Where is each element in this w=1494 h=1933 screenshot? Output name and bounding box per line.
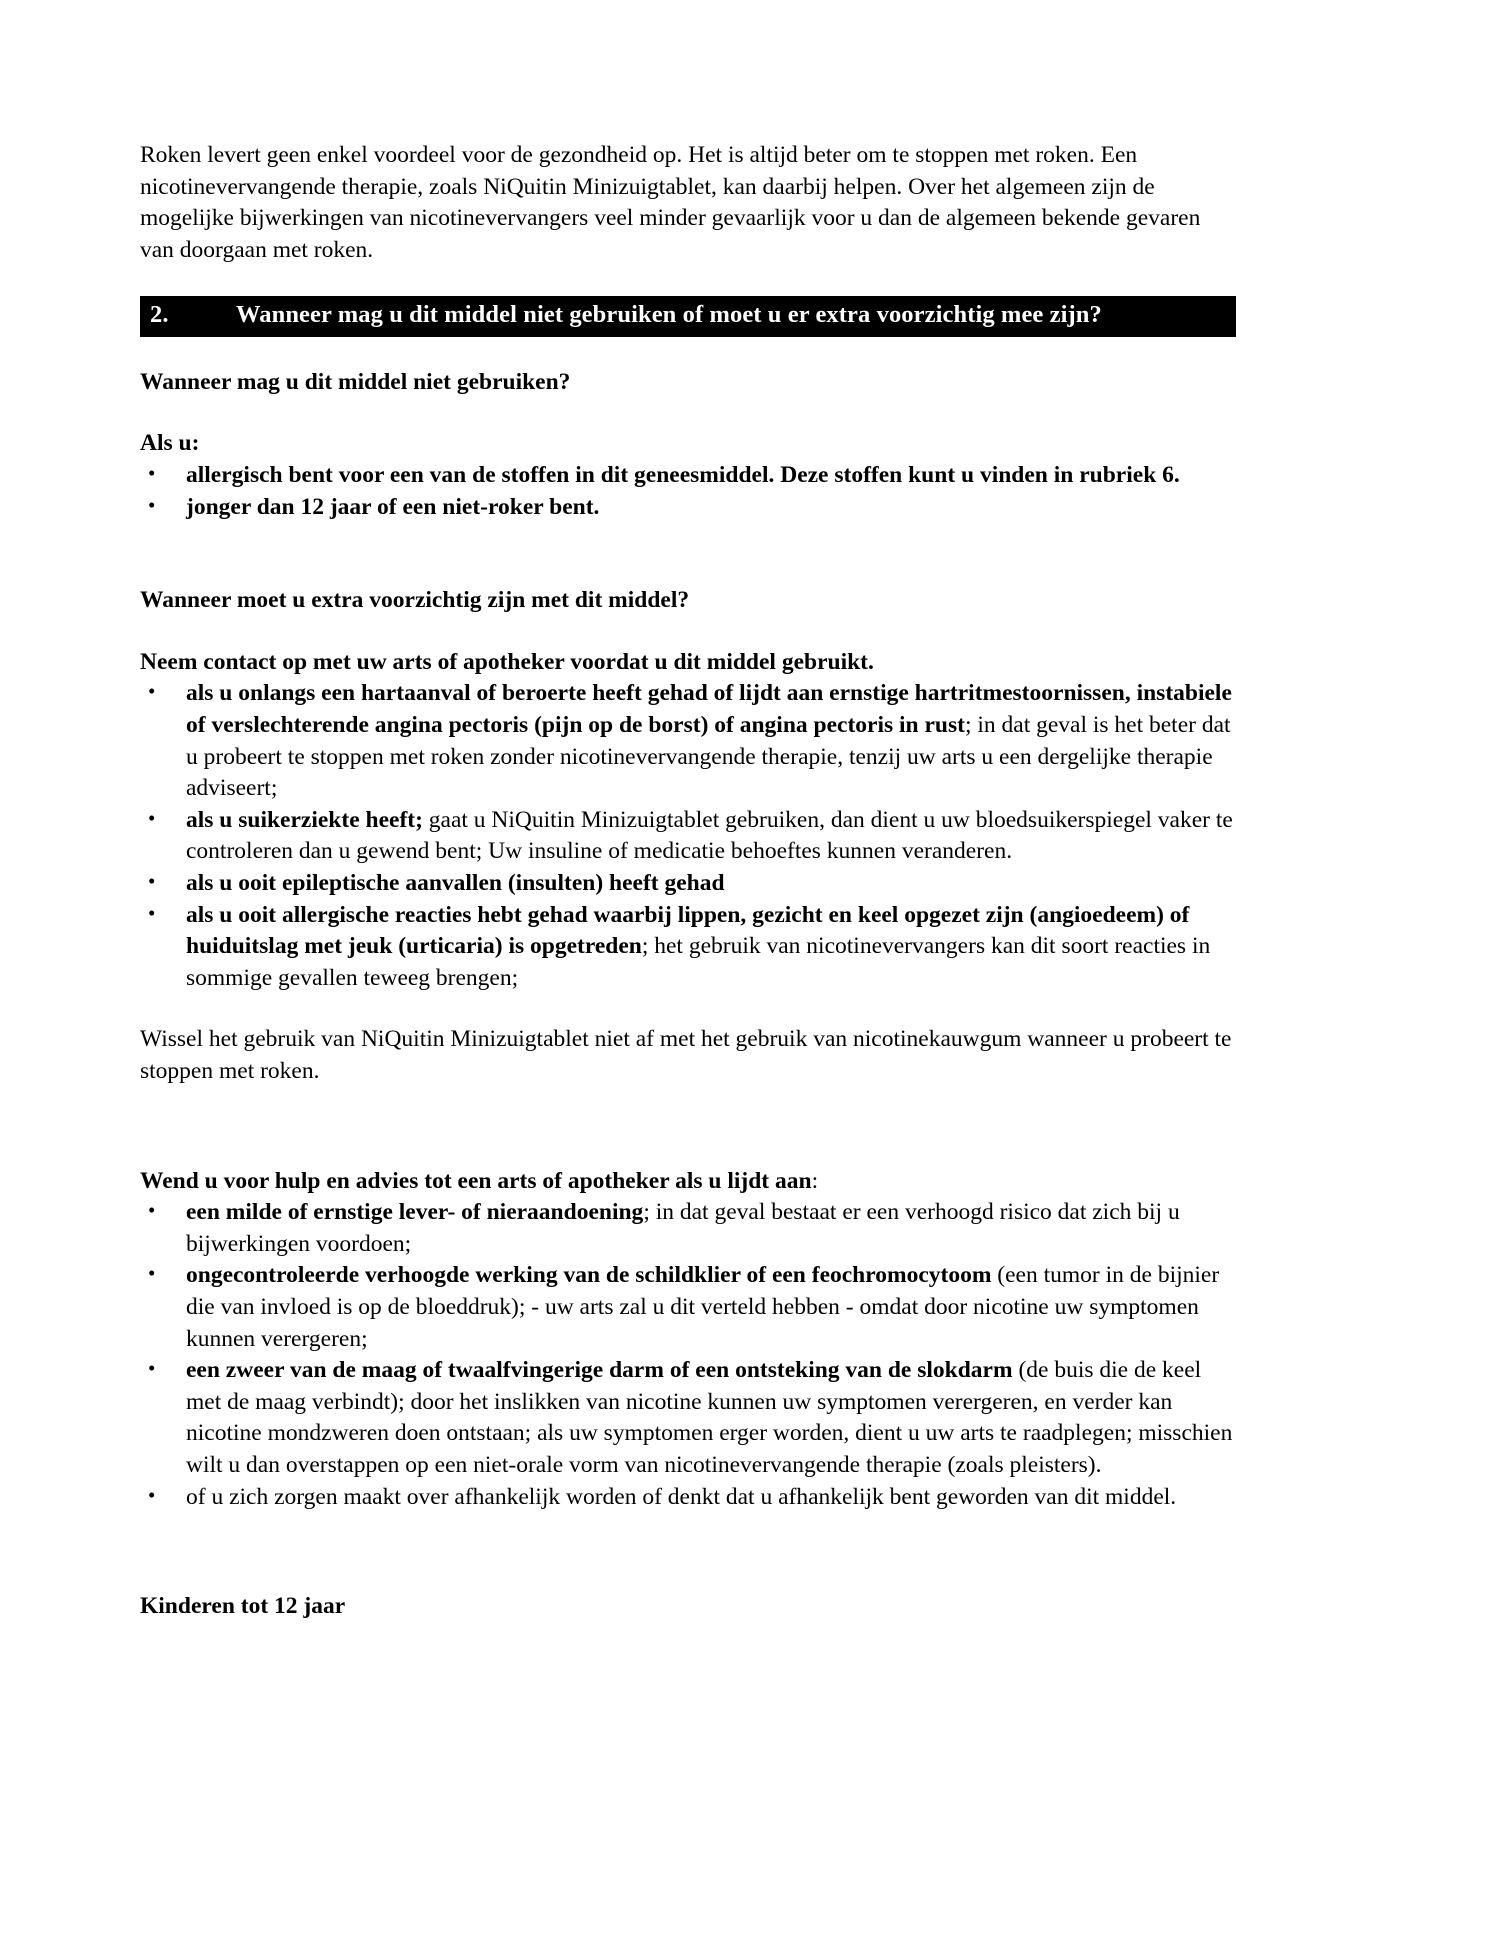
spacer bbox=[140, 523, 1236, 585]
spacer bbox=[140, 337, 1236, 367]
spacer bbox=[140, 617, 1236, 647]
list-item-normal-text: (een tumor in de bijnier die van invloed is op de bloeddruk); - uw arts zal u dit verteld hebben - omdat door nicotine uw symptomen kunnen verergeren; bbox=[186, 1262, 1220, 1352]
list-item bbox=[140, 492, 1236, 524]
lead-als-u bbox=[140, 428, 1236, 460]
list-item-normal-text: ; in dat geval bestaat er een verhoogd risico dat zich bij u bijwerkingen voordoen; bbox=[186, 1199, 1180, 1257]
list-item-bold-text: als u ooit epileptische aanvallen (insulten) heeft gehad bbox=[186, 870, 725, 896]
spacer bbox=[140, 1088, 1236, 1166]
bullet-icon: • bbox=[148, 805, 156, 830]
list-item bbox=[140, 1355, 1236, 1481]
list-item bbox=[140, 1197, 1236, 1260]
section-title: Wanneer mag u dit middel niet gebruiken of moet u er extra voorzichtig mee zijn? bbox=[236, 301, 1102, 329]
list-item bbox=[140, 1482, 1236, 1514]
list-item bbox=[140, 1260, 1236, 1355]
heading-niet-gebruiken: Wanneer mag u dit middel niet gebruiken? bbox=[140, 368, 571, 395]
list-extra-voorzichtig bbox=[140, 678, 1236, 994]
list-item bbox=[140, 460, 1236, 492]
bullet-icon: • bbox=[148, 1261, 156, 1286]
lead-neem-contact-text: Neem contact op met uw arts of apotheker voordat u dit middel gebruikt. bbox=[140, 648, 874, 675]
list-item-bold-text: jonger dan 12 jaar of een niet-roker bent. bbox=[186, 493, 600, 520]
page-content bbox=[140, 140, 1236, 1623]
list-item-bold-text: een milde of ernstige lever- of nieraandoening bbox=[186, 1199, 644, 1226]
heading-kinderen-tot-12-jaar: Kinderen tot 12 jaar bbox=[140, 1593, 346, 1620]
bullet-icon: • bbox=[148, 869, 156, 893]
list-item-bold-text: als u ooit allergische reacties hebt gehad waarbij lippen, gezicht en keel opgezet zijn (angioedeem) of huiduitslag met jeuk (urticaria) is opgetreden bbox=[186, 901, 1190, 960]
bullet-icon: • bbox=[148, 1356, 156, 1381]
list-item bbox=[140, 805, 1236, 868]
heading-extra-voorzichtig: Wanneer moet u extra voorzichtig zijn met dit middel? bbox=[140, 587, 690, 614]
list-item-bold-text: als u onlangs een hartaanval of beroerte heeft gehad of lijdt aan ernstige hartritmestoornissen, instabiele of verslechterende angina pectoris (pijn op de borst) of angina pectoris in rust bbox=[186, 680, 1232, 739]
list-item-bold-text: een zweer van de maag of twaalfvingerige darm of een ontsteking van de slokdarm bbox=[186, 1357, 1013, 1384]
list-item bbox=[140, 900, 1236, 995]
intro-paragraph: Roken levert geen enkel voordeel voor de gezondheid op. Het is altijd beter om te stoppen met roken. Een nicotinevervangende therapie, zoals NiQuitin Minizuigtablet, kan daarbij helpen. Over het algemeen zijn de mogelijke bijwerkingen van nicotinevervangers veel minder gevaarlijk voor u dan de algemeen bekende gevaren van doorgaan met roken. bbox=[140, 142, 1201, 263]
heading-hulp-advies bbox=[140, 1166, 1236, 1198]
bullet-icon: • bbox=[148, 1198, 156, 1223]
list-item-bold-text: allergisch bent voor een van de stoffen in dit geneesmiddel. Deze stoffen kunt u vinden in rubriek 6. bbox=[186, 462, 1180, 489]
list-item-bold-text: als u suikerziekte heeft; bbox=[186, 806, 423, 833]
section-header-bar bbox=[140, 296, 1236, 337]
bullet-icon: • bbox=[148, 492, 156, 517]
spacer bbox=[140, 398, 1236, 428]
list-item-normal-text: of u zich zorgen maakt over afhankelijk worden of denkt dat u afhankelijk bent geworden van dit middel. bbox=[186, 1483, 1177, 1510]
lead-neem-contact bbox=[140, 647, 1236, 679]
list-hulp-advies bbox=[140, 1197, 1236, 1513]
spacer bbox=[140, 994, 1236, 1024]
closing-paragraph-wissel: Wissel het gebruik van NiQuitin Minizuigtablet niet af met het gebruik van nicotinekauwgum wanneer u probeert te stoppen met roken. bbox=[140, 1026, 1232, 1084]
list-item-normal-text: ; het gebruik van nicotinevervangers kan dit soort reacties in sommige gevallen teweeg brengen; bbox=[186, 933, 1211, 991]
bullet-icon: • bbox=[148, 461, 156, 486]
list-item-normal-text: ; in dat geval is het beter dat u probeert te stoppen met roken zonder nicotinevervangende therapie, tenzij uw arts u een dergelijke therapie adviseert; bbox=[186, 712, 1231, 802]
list-item bbox=[140, 868, 1236, 900]
list-item-normal-text: gaat u NiQuitin Minizuigtablet gebruiken, dan dient u uw bloedsuikerspiegel vaker te controleren dan u gewend bent; Uw insuline of medicatie behoeftes kunnen veranderen. bbox=[186, 806, 1233, 865]
heading-hulp-advies-colon: : bbox=[811, 1167, 819, 1194]
spacer bbox=[140, 266, 1236, 296]
bullet-icon: • bbox=[148, 900, 156, 925]
section-number: 2. bbox=[150, 301, 169, 329]
lead-als-u-text: Als u: bbox=[140, 430, 200, 457]
bullet-icon: • bbox=[148, 1482, 156, 1507]
heading-hulp-advies-bold: Wend u voor hulp en advies tot een arts of apotheker als u lijdt aan bbox=[140, 1167, 812, 1194]
bullet-icon: • bbox=[148, 679, 156, 704]
spacer bbox=[140, 1513, 1236, 1591]
list-item bbox=[140, 678, 1236, 804]
list-item-bold-text: ongecontroleerde verhoogde werking van de schildklier of een feochromocytoom bbox=[186, 1262, 992, 1289]
list-niet-gebruiken bbox=[140, 460, 1236, 523]
list-item-normal-text: (de buis die de keel met de maag verbindt); door het inslikken van nicotine kunnen uw symptomen verergeren, en verder kan nicotine mondzweren doen ontstaan; als uw symptomen erger worden, dient u uw arts te raadplegen; misschien wilt u dan overstappen op een niet-orale vorm van nicotinevervangende therapie (zoals pleisters). bbox=[186, 1357, 1233, 1478]
